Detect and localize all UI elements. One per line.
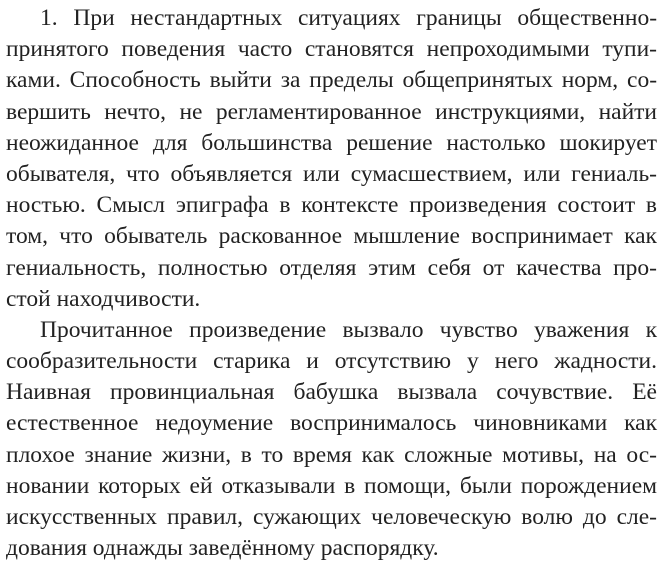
paragraph-1 [6,3,657,315]
paragraph-2 [6,315,657,564]
text-line: Прочитанное произведение вызвало чувство уважения к [40,316,658,343]
text-line: обывателя, что объявляется или сумасшествием, или гениаль- [6,160,657,187]
text-line: том, что обыватель раскованное мышление воспринимает как [6,223,657,250]
text-line: сообразительности старика и отсутствию у него жадности. [6,348,657,375]
text-line: плохое знание жизни, в то время как сложные мотивы, на ос- [6,441,657,468]
text-line: гениальность, полностью отделяя этим себя от качества про- [6,254,658,281]
text-line: искусственных правил, сужающих человеческую волю до сле- [6,504,657,530]
text-line: Наивная провинциальная бабушка вызвала сочувствие. Её [6,379,657,406]
text-line: вершить нечто, не регламентированное инструкциями, найти [6,98,658,125]
text-line: дования однажды заведённому распорядку. [6,535,439,562]
text-line: ками. Способность выйти за пределы общепринятых норм, со- [6,67,658,94]
text-line: ностью. Смысл эпиграфа в контексте произведения состоит в [6,192,657,219]
text-line: принятого поведения часто становятся непроходимыми тупи- [6,36,658,63]
text-line: новании которых ей отказывали в помощи, были порождением [6,472,658,499]
text-line: 1. При нестандартных ситуациях границы общественно- [40,5,658,31]
text-line: стой находчивости. [6,285,201,312]
text-line: неожиданное для большинства решение настолько шокирует [6,129,657,156]
text-line: естественное недоумение воспринималось чиновниками как [6,410,657,437]
